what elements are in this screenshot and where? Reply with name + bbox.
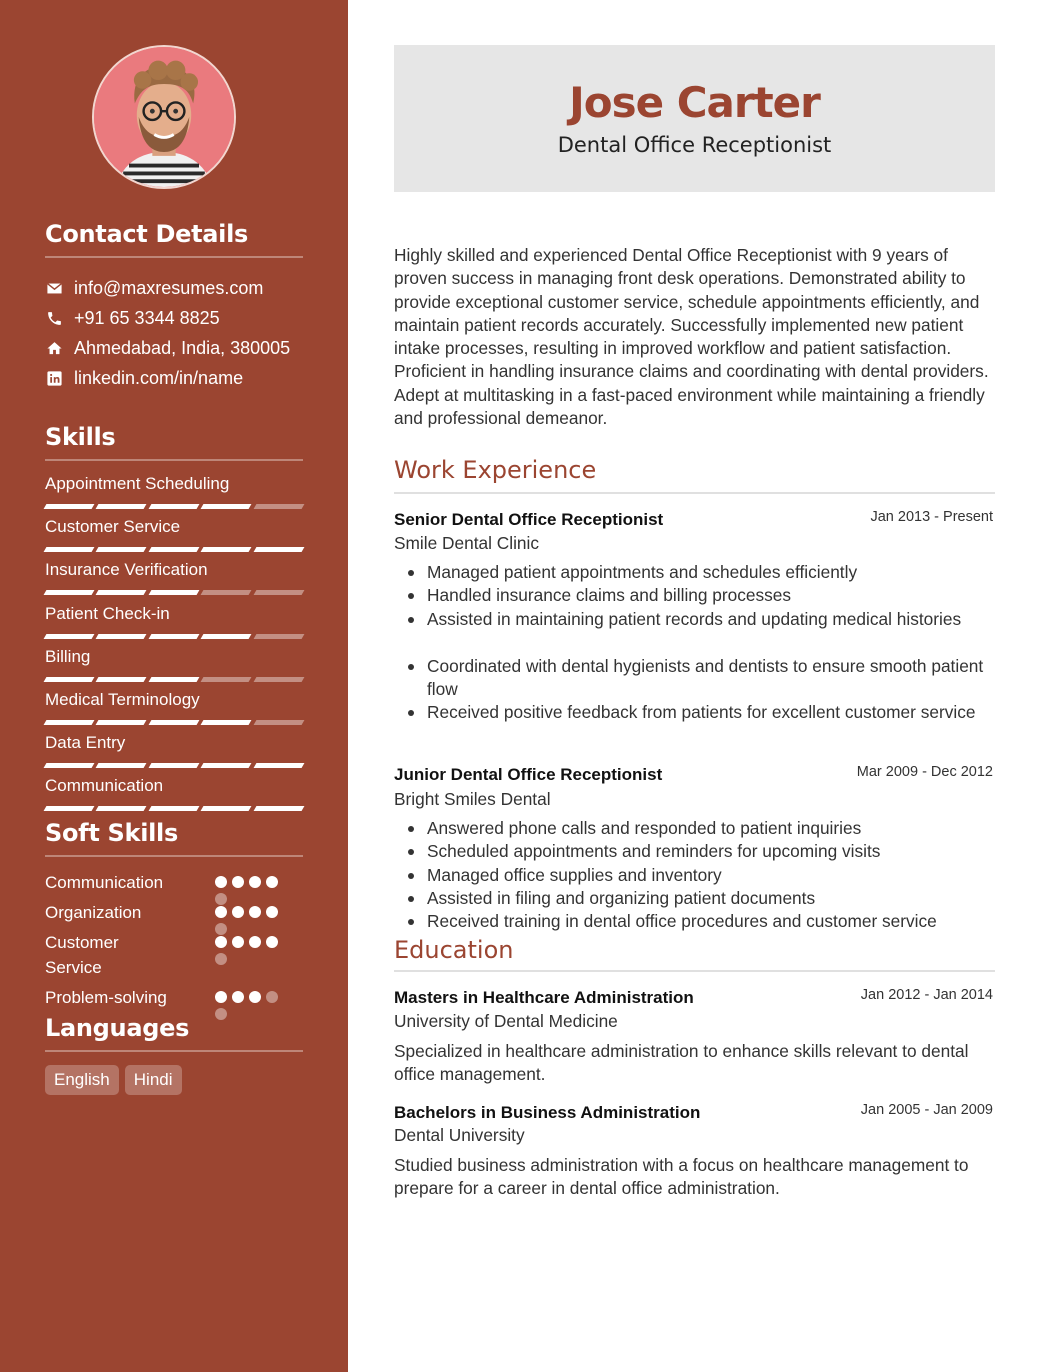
person-role: Dental Office Receptionist (557, 133, 832, 157)
skill-level-segment (96, 720, 147, 725)
skill-label: Appointment Scheduling (45, 474, 230, 493)
contact-email[interactable] (45, 276, 263, 300)
list-item: Managed patient appointments and schedules efficiently (408, 561, 1000, 584)
skill-label: Communication (45, 776, 164, 796)
divider (45, 256, 303, 258)
soft-skill-rating (215, 936, 287, 965)
avatar (92, 45, 236, 189)
job-company: Bright Smiles Dental (394, 789, 551, 809)
rating-dot (232, 876, 244, 888)
list-item: Coordinated with dental hygienists and dentists to ensure smooth patient flow (408, 655, 1000, 702)
divider (394, 970, 995, 972)
rating-dot (232, 936, 244, 948)
skill-level-segment (148, 806, 199, 811)
divider (394, 492, 995, 494)
skill-level-segment (44, 677, 95, 682)
person-name: Jose Carter (569, 78, 820, 127)
summary: Highly skilled and experienced Dental Office Receptionist with 9 years of proven success in managing front desk operations. Demonstrated ability to provide exceptional customer service, schedule appointments efficiently, and maintain patient records accurately. Successfully implemented new patient intake processes, resulting in improved workflow and patient satisfaction. Proficient in handling insurance claims and coordinating with dental providers. Adept at multitasking in a fast-paced environment while maintaining a friendly and professional demeanor. (394, 245, 989, 429)
skill-label: Medical Terminology (45, 690, 200, 709)
education-dates: Jan 2005 - Jan 2009 (860, 1102, 993, 1118)
languages-list (45, 1065, 182, 1095)
list-item: Answered phone calls and responded to patient inquiries (408, 817, 1000, 840)
skill-label: Patient Check-in (45, 603, 170, 623)
skill-level-segment (253, 763, 304, 768)
skill-level-segment (44, 547, 95, 552)
skill-level-segment (96, 806, 147, 811)
skill-level-segment (201, 763, 252, 768)
soft-skill-rating (215, 906, 287, 935)
skill-level-segment (201, 677, 252, 682)
skill-level-segment (253, 806, 304, 811)
work-title: Work Experience (394, 456, 597, 484)
skill-level-segment (44, 504, 95, 509)
skill-level-segment (148, 677, 199, 682)
list-item: Assisted in maintaining patient records and updating medical histories (408, 608, 1000, 631)
contact-address-text: Ahmedabad, India, 380005 (74, 337, 291, 358)
soft-skill-label: Problem-solving (45, 988, 167, 1007)
rating-dot (266, 876, 278, 888)
job-title: Junior Dental Office Receptionist (394, 765, 663, 784)
header (394, 45, 995, 192)
rating-dot (249, 906, 261, 918)
contact-title: Contact Details (45, 220, 249, 248)
profile-photo (94, 47, 234, 187)
soft-skill-label: Organization (45, 903, 142, 922)
skill-label: Billing (45, 646, 91, 666)
languages-title: Languages (45, 1014, 190, 1042)
skill-level-segment (253, 547, 304, 552)
job-dates: Mar 2009 - Dec 2012 (856, 764, 993, 780)
skill-level-bar (45, 677, 303, 683)
skill-level-segment (148, 720, 199, 725)
contact-linkedin-text: linkedin.com/in/name (74, 367, 244, 388)
home-icon (45, 339, 63, 357)
rating-dot (249, 936, 261, 948)
skill-level-segment (96, 763, 147, 768)
rating-dot (266, 906, 278, 918)
school-name: Dental University (394, 1125, 525, 1145)
job-company: Smile Dental Clinic (394, 533, 540, 553)
rating-dot (215, 991, 227, 1003)
skill-level-segment (201, 590, 252, 595)
education-description: Specialized in healthcare administration to enhance skills relevant to dental office management. (394, 1041, 969, 1085)
skill-level-segment (96, 547, 147, 552)
skill-level-bar (45, 590, 303, 596)
skill-level-bar (45, 763, 303, 769)
degree-title: Bachelors in Business Administration (394, 1103, 701, 1122)
skill-level-bar (45, 806, 303, 812)
job-bullets (408, 561, 1000, 725)
skill-level-segment (44, 720, 95, 725)
language-tag: Hindi (125, 1065, 182, 1095)
job-title: Senior Dental Office Receptionist (394, 510, 664, 529)
sidebar (0, 0, 348, 1372)
skill-level-segment (148, 634, 199, 639)
skill-level-segment (96, 504, 147, 509)
skill-level-segment (44, 634, 95, 639)
rating-dot (249, 876, 261, 888)
rating-dot (266, 991, 278, 1003)
list-item: Received training in dental office procedures and customer service (408, 910, 1000, 933)
skill-level-segment (148, 504, 199, 509)
skill-level-segment (96, 677, 147, 682)
skill-level-segment (44, 806, 95, 811)
degree-title: Masters in Healthcare Administration (394, 988, 694, 1007)
contact-address (45, 336, 290, 360)
skill-level-bar (45, 504, 303, 510)
skill-level-segment (96, 590, 147, 595)
skill-level-bar (45, 634, 303, 640)
list-item: Handled insurance claims and billing processes (408, 584, 1000, 607)
skill-level-segment (253, 634, 304, 639)
skill-level-segment (201, 806, 252, 811)
skill-level-segment (44, 763, 95, 768)
divider (45, 855, 303, 857)
skill-label: Insurance Verification (45, 560, 208, 580)
school-name: University of Dental Medicine (394, 1011, 618, 1031)
rating-dot (215, 923, 227, 935)
divider (45, 459, 303, 461)
skill-level-segment (253, 677, 304, 682)
skills-title: Skills (45, 423, 116, 451)
skill-label: Customer Service (45, 517, 181, 537)
skill-level-bar (45, 547, 303, 553)
job-dates: Jan 2013 - Present (870, 509, 993, 525)
rating-dot (232, 906, 244, 918)
rating-dot (215, 936, 227, 948)
divider (45, 1050, 303, 1052)
soft-skill-rating (215, 876, 287, 905)
linkedin-icon (45, 369, 63, 387)
skill-level-segment (201, 504, 252, 509)
phone-icon (45, 309, 63, 327)
rating-dot (215, 1008, 227, 1020)
skill-level-segment (201, 634, 252, 639)
skill-label: Data Entry (45, 733, 126, 753)
rating-dot (232, 991, 244, 1003)
skill-level-bar (45, 720, 303, 726)
rating-dot (215, 876, 227, 888)
skill-level-segment (201, 720, 252, 725)
rating-dot (215, 906, 227, 918)
rating-dot (215, 953, 227, 965)
skill-level-segment (148, 763, 199, 768)
contact-email-text: info@maxresumes.com (74, 277, 264, 298)
skill-level-segment (44, 590, 95, 595)
soft-skill-rating (215, 991, 287, 1020)
soft-skill-label: Customer Service (45, 933, 119, 977)
education-title: Education (394, 936, 514, 964)
skill-level-segment (201, 547, 252, 552)
soft-skills-title: Soft Skills (45, 819, 178, 847)
list-item: Received positive feedback from patients for excellent customer service (408, 701, 1000, 724)
skill-level-segment (253, 504, 304, 509)
skill-level-segment (96, 634, 147, 639)
email-icon (45, 279, 63, 297)
education-dates: Jan 2012 - Jan 2014 (860, 987, 993, 1003)
skill-level-segment (253, 590, 304, 595)
rating-dot (215, 893, 227, 905)
rating-dot (266, 936, 278, 948)
contact-linkedin[interactable] (45, 366, 243, 390)
list-item: Managed office supplies and inventory (408, 864, 1000, 887)
language-tag: English (45, 1065, 119, 1095)
soft-skill-label: Communication (45, 873, 164, 892)
job-bullets (408, 817, 1000, 933)
list-item: Scheduled appointments and reminders for upcoming visits (408, 840, 1000, 863)
education-description: Studied business administration with a focus on healthcare management to prepare for a career in dental office administration. (394, 1155, 969, 1199)
skill-level-segment (148, 590, 199, 595)
skill-level-segment (148, 547, 199, 552)
skill-level-segment (253, 720, 304, 725)
contact-phone[interactable] (45, 306, 220, 330)
list-item: Assisted in filing and organizing patient documents (408, 887, 1000, 910)
contact-phone-text: +91 65 3344 8825 (74, 307, 220, 328)
rating-dot (249, 991, 261, 1003)
